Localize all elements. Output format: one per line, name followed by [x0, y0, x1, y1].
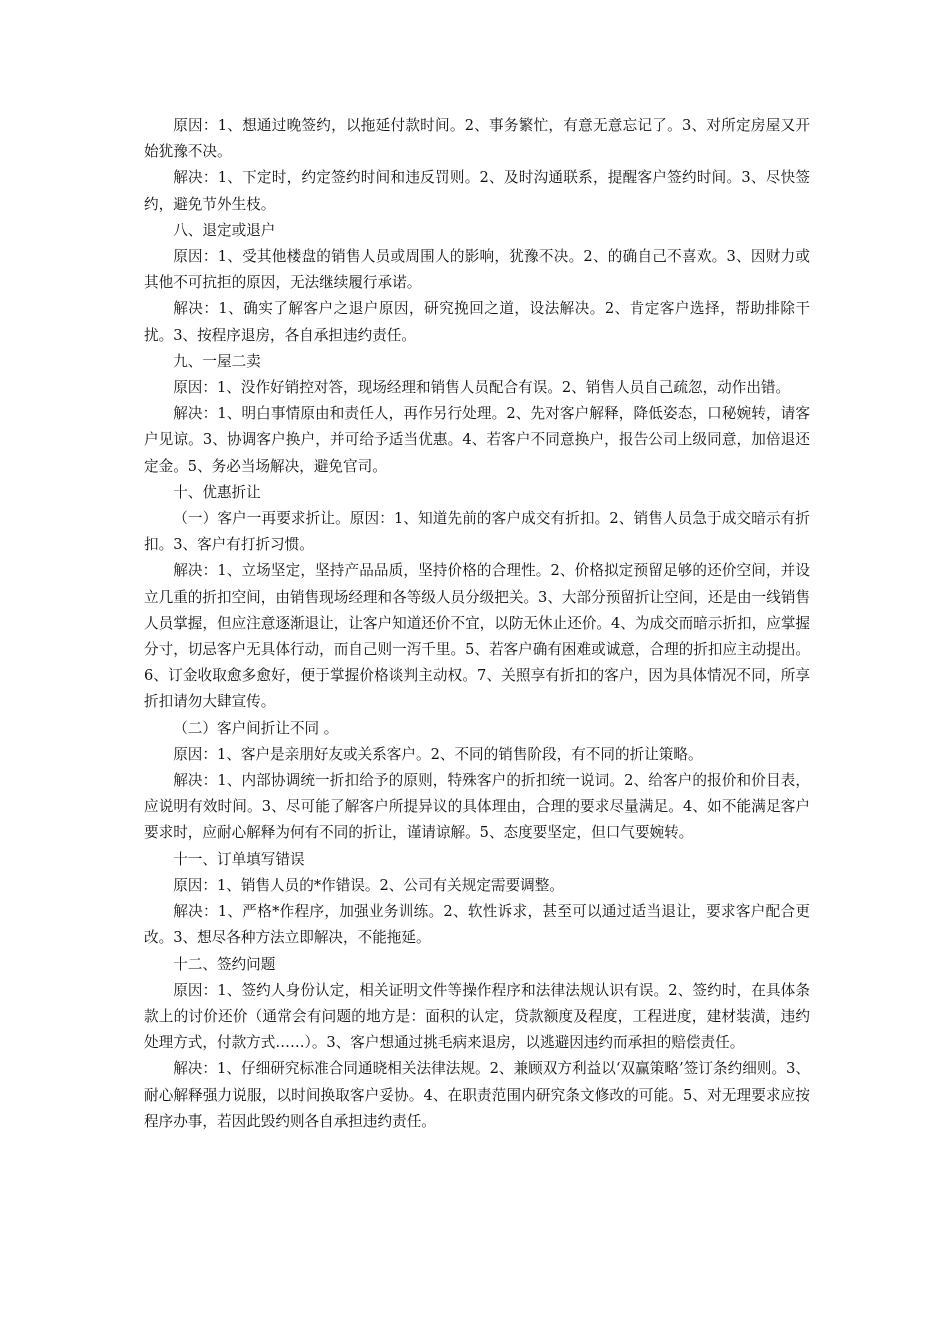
paragraph-refund-cause: 原因：1、受其他楼盘的销售人员或周围人的影响，犹豫不决。2、的确自己不喜欢。3、因财力或其他不可抗拒的原因，无法继续履行承诺。 [144, 248, 810, 292]
paragraph-order-error-cause: 原因：1、销售人员的*作错误。2、公司有关规定需要调整。 [173, 876, 564, 894]
section-heading-11: 十一、订单填写错误 [173, 850, 305, 868]
paragraph-sign-delay-solution: 解决：1、下定时，约定签约时间和违反罚则。2、及时沟通联系，提醒客户签约时间。3、尽快签约，避免节外生枝。 [144, 169, 810, 213]
paragraph-refund-solution: 解决：1、确实了解客户之退户原因，研究挽回之道，设法解决。2、肯定客户选择，帮助排除干扰。3、按程序退房，各自承担违约责任。 [144, 300, 810, 344]
paragraph-double-sale-cause: 原因：1、没作好销控对答，现场经理和销售人员配合有误。2、销售人员自己疏忽，动作出错。 [173, 379, 791, 397]
paragraph-discount-request: （一）客户一再要求折让。原因：1、知道先前的客户成交有折扣。2、销售人员急于成交暗示有折扣。3、客户有打折习惯。 [144, 510, 810, 554]
document-body [144, 113, 810, 1135]
paragraph-contract-cause: 原因：1、签约人身份认定，相关证明文件等操作程序和法律法规认识有误。2、签约时，在具体条款上的讨价还价（通常会有问题的地方是：面积的认定，贷款额度及程度，工程进度，建材装潢，违约处理方式，付款方式……）。3、客户想通过挑毛病来退房，以逃避因违约而承担的赔偿责任。 [144, 981, 810, 1052]
section-heading-10: 十、优惠折让 [173, 483, 261, 501]
paragraph-order-error-solution: 解决：1、严格*作程序，加强业务训练。2、软性诉求，甚至可以通过适当退让，要求客户配合更改。3、想尽各种方法立即解决，不能拖延。 [144, 903, 810, 947]
paragraph-discount-differ-cause: 原因：1、客户是亲朋好友或关系客户。2、不同的销售阶段，有不同的折让策略。 [173, 745, 703, 763]
section-heading-8: 八、退定或退户 [173, 221, 276, 239]
paragraph-contract-solution: 解决：1、仔细研究标准合同通晓相关法律法规。2、兼顾双方利益以‘双赢策略’签订条约细则。3、耐心解释强力说服，以时间换取客户妥协。4、在职责范围内研究条文修改的可能。5、对无理要求应按程序办事，若因此毁约则各自承担违约责任。 [144, 1060, 810, 1130]
subsection-heading-discount-differ: （二）客户间折让不同 。 [173, 719, 339, 737]
paragraph-sign-delay-cause: 原因：1、想通过晚签约，以拖延付款时间。2、事务繁忙，有意无意忘记了。3、对所定房屋又开始犹豫不决。 [144, 117, 810, 161]
section-heading-9: 九、一屋二卖 [173, 352, 261, 370]
paragraph-discount-solution: 解决：1、立场坚定，坚持产品品质，坚持价格的合理性。2、价格拟定预留足够的还价空间，并设立几重的折扣空间，由销售现场经理和各等级人员分级把关。3、大部分预留折让空间，还是由一线销售人员掌握，但应注意逐渐退让，让客户知道还价不宜，以防无休止还价。4、为成交而暗示折扣，应掌握分寸，切忌客户无具体行动，而自己则一泻千里。5、若客户确有困难或诚意，合理的折扣应主动提出。6、订金收取愈多愈好，便于掌握价格谈判主动权。7、关照享有折扣的客户，因为具体情况不同，所享折扣请勿大肆宣传。 [144, 562, 811, 711]
paragraph-double-sale-solution: 解决：1、明白事情原由和责任人，再作另行处理。2、先对客户解释，降低姿态，口秘婉转，请客户见谅。3、协调客户换户，并可给予适当优惠。4、若客户不同意换户，报告公司上级同意，加倍退还定金。5、务必当场解决，避免官司。 [144, 405, 810, 475]
section-heading-12: 十二、签约问题 [173, 955, 276, 973]
paragraph-discount-differ-solution: 解决：1、内部协调统一折扣给予的原则，特殊客户的折扣统一说词。2、给客户的报价和价目表，应说明有效时间。3、尽可能了解客户所提异议的具体理由，合理的要求尽量满足。4、如不能满足客户要求时，应耐心解释为何有不同的折让，谨请谅解。5、态度要坚定，但口气要婉转。 [144, 772, 810, 842]
